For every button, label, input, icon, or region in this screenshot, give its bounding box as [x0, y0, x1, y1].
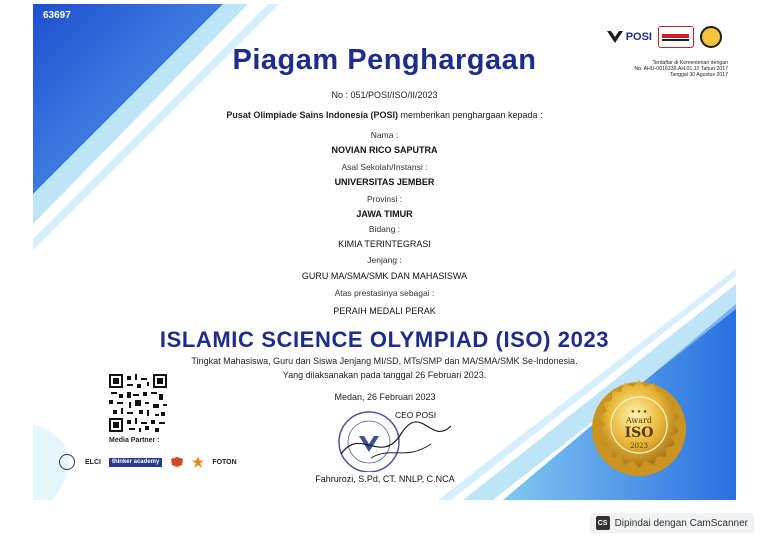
award-medal-icon	[589, 377, 689, 481]
svg-text:★ ★ ★: ★ ★ ★	[630, 409, 648, 415]
partner-elci: ELCI	[85, 458, 101, 466]
achievement-label: Atas prestasinya sebagai :	[334, 288, 435, 298]
camscanner-icon: CS	[596, 516, 610, 530]
field-name: KIMIA TERINTEGRASI	[338, 239, 431, 249]
serial-number: 63697	[43, 10, 71, 21]
recipient-name: NOVIAN RICO SAPUTRA	[331, 145, 438, 155]
media-partners	[59, 454, 237, 470]
signer-name: Fahrurozi, S.Pd, CT. NNLP, C.NCA	[315, 474, 455, 484]
scanner-watermark	[590, 513, 754, 533]
partner-shield-icon	[170, 456, 184, 468]
award-line-1: Award	[626, 416, 652, 425]
certificate	[33, 4, 736, 500]
awarded-to-text: memberikan penghargaan kepada :	[397, 110, 543, 120]
posi-wordmark: POSI	[625, 31, 652, 43]
award-line-3: 2023	[630, 442, 648, 450]
partner-badge-icon	[59, 454, 75, 470]
school-name: UNIVERSITAS JEMBER	[334, 177, 435, 187]
seal-text	[329, 396, 330, 397]
partner-thinker-academy: thinker academy	[109, 458, 162, 467]
media-partner-label: Media Partner :	[109, 437, 160, 444]
partner-star-icon	[192, 456, 204, 468]
registration-line: No. AHU-0016336.AH.01.12 Tahun 2017	[634, 66, 728, 72]
signature-and-stamp	[311, 406, 461, 472]
province-label: Provinsi :	[367, 194, 402, 204]
event-description: Tingkat Mahasiswa, Guru dan Siswa Jenjang MI/SD, MTs/SMP dan MA/SMA/SMK Se-Indonesia.	[191, 356, 578, 366]
organizer-line	[33, 110, 736, 120]
level-label: Jenjang :	[367, 255, 402, 265]
certificate-number: No : 051/POSI/ISO/II/2023	[331, 90, 438, 100]
province-name: JAWA TIMUR	[356, 209, 413, 219]
level-name: GURU MA/SMA/SMK DAN MAHASISWA	[301, 271, 468, 281]
registration-line: Terdaftar di Kementerian dengan	[652, 60, 728, 66]
partner-logo-yellow	[700, 26, 722, 48]
signing-place-date: Medan, 26 Februari 2023	[334, 392, 436, 402]
red-stripe-icon	[659, 27, 692, 46]
partner-foton: FOTON	[212, 458, 237, 466]
achievement-name: PERAIH MEDALI PERAK	[333, 306, 436, 316]
signer-organization: CEO POSI	[395, 410, 437, 420]
name-label: Nama :	[370, 130, 399, 140]
award-line-2: ISO	[624, 425, 654, 441]
event-title: ISLAMIC SCIENCE OLYMPIAD (ISO) 2023	[159, 327, 610, 352]
school-label: Asal Sekolah/Instansi :	[341, 162, 428, 172]
scanner-text: Dipindai dengan CamScanner	[614, 517, 748, 529]
partner-logo-red	[658, 26, 694, 48]
header-logos	[606, 26, 722, 48]
registration-line: Tanggal 30 Agustus 2017	[669, 72, 728, 78]
posi-logo	[606, 29, 652, 45]
certificate-title: Piagam Penghargaan	[232, 44, 537, 76]
organizer-name: Pusat Olimpiade Sains Indonesia (POSI)	[226, 110, 398, 120]
event-date-text: Yang dilaksanakan pada tanggal 26 Februari 2023.	[282, 370, 487, 380]
posi-emblem-icon	[606, 29, 624, 45]
field-label: Bidang :	[368, 224, 401, 234]
registration-info	[578, 60, 728, 78]
qr-code-icon	[109, 374, 167, 432]
